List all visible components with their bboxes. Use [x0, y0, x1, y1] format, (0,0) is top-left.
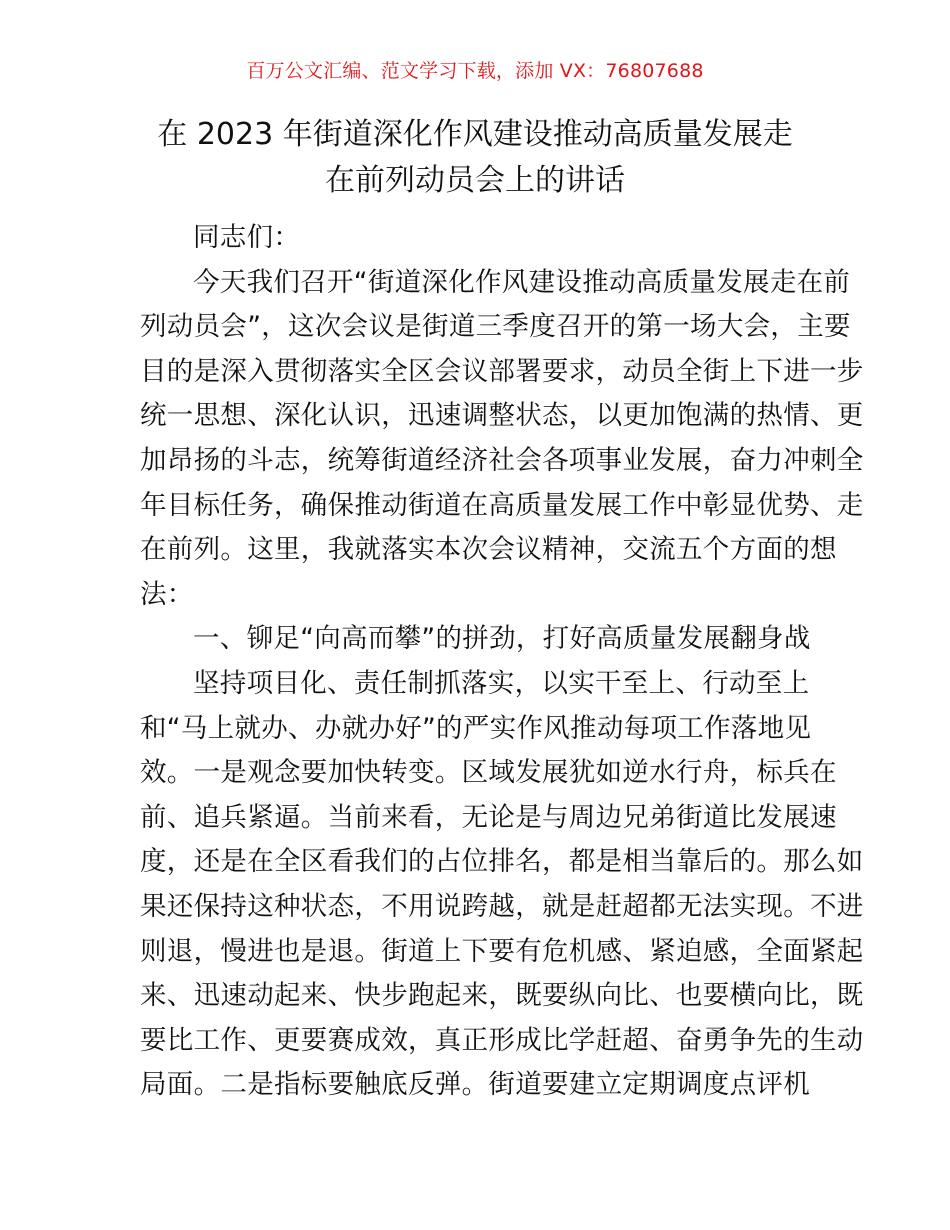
- paragraph-line: 今天我们召开“街道深化作风建设推动高质量发展走在前: [193, 266, 851, 298]
- intro-paragraph: [140, 261, 864, 618]
- paragraph-line: 度，还是在全区看我们的占位排名，都是相当靠后的。那么如: [140, 846, 864, 878]
- paragraph-line: 坚持项目化、责任制抓落实，以实干至上、行动至上: [193, 667, 810, 699]
- document-body: [140, 216, 864, 1108]
- title-line-1: 在 2023 年街道深化作风建设推动高质量发展走: [157, 117, 793, 152]
- paragraph-line: 效。一是观念要加快转变。区域发展犹如逆水行舟，标兵在: [140, 757, 837, 789]
- paragraph-line: 来、迅速动起来、快步跑起来，既要纵向比、也要横向比，既: [140, 980, 864, 1012]
- title-line-2: 在前列动员会上的讲话: [325, 163, 625, 198]
- paragraph-line: 则退，慢进也是退。街道上下要有危机感、紧迫感，全面紧起: [140, 935, 864, 967]
- paragraph-line: 加昂扬的斗志，统筹街道经济社会各项事业发展，奋力冲刺全: [140, 444, 864, 476]
- salutation: 同志们：: [193, 222, 301, 253]
- paragraph-line: 在前列。这里，我就落实本次会议精神，交流五个方面的想: [140, 534, 837, 566]
- paragraph-line: 果还保持这种状态，不用说跨越，就是赶超都无法实现。不进: [140, 890, 864, 922]
- paragraph-line: 局面。二是指标要触底反弹。街道要建立定期调度点评机: [140, 1069, 810, 1101]
- paragraph-line: 要比工作、更要赛成效，真正形成比学赶超、奋勇争先的生动: [140, 1024, 864, 1056]
- paragraph-line: 目的是深入贯彻落实全区会议部署要求，动员全街上下进一步: [140, 355, 864, 387]
- document-title: [130, 112, 820, 204]
- watermark-banner: 百万公文汇编、范文学习下载，添加 VX：76807688: [246, 60, 704, 82]
- paragraph-line: 列动员会”，这次会议是街道三季度召开的第一场大会，主要: [140, 311, 851, 343]
- paragraph-line: 和“马上就办、办就办好”的严实作风推动每项工作落地见: [140, 712, 812, 744]
- paragraph-line: 统一思想、深化认识，迅速调整状态，以更加饱满的热情、更: [140, 400, 864, 432]
- section-heading: 一、铆足“向高而攀”的拼劲，打好高质量发展翻身战: [193, 623, 811, 655]
- section-paragraph: [140, 662, 864, 1108]
- paragraph-line: 前、追兵紧逼。当前来看，无论是与周边兄弟街道比发展速: [140, 801, 837, 833]
- paragraph-line: 年目标任务，确保推动街道在高质量发展工作中彰显优势、走: [140, 489, 864, 521]
- paragraph-line: 法：: [140, 578, 194, 610]
